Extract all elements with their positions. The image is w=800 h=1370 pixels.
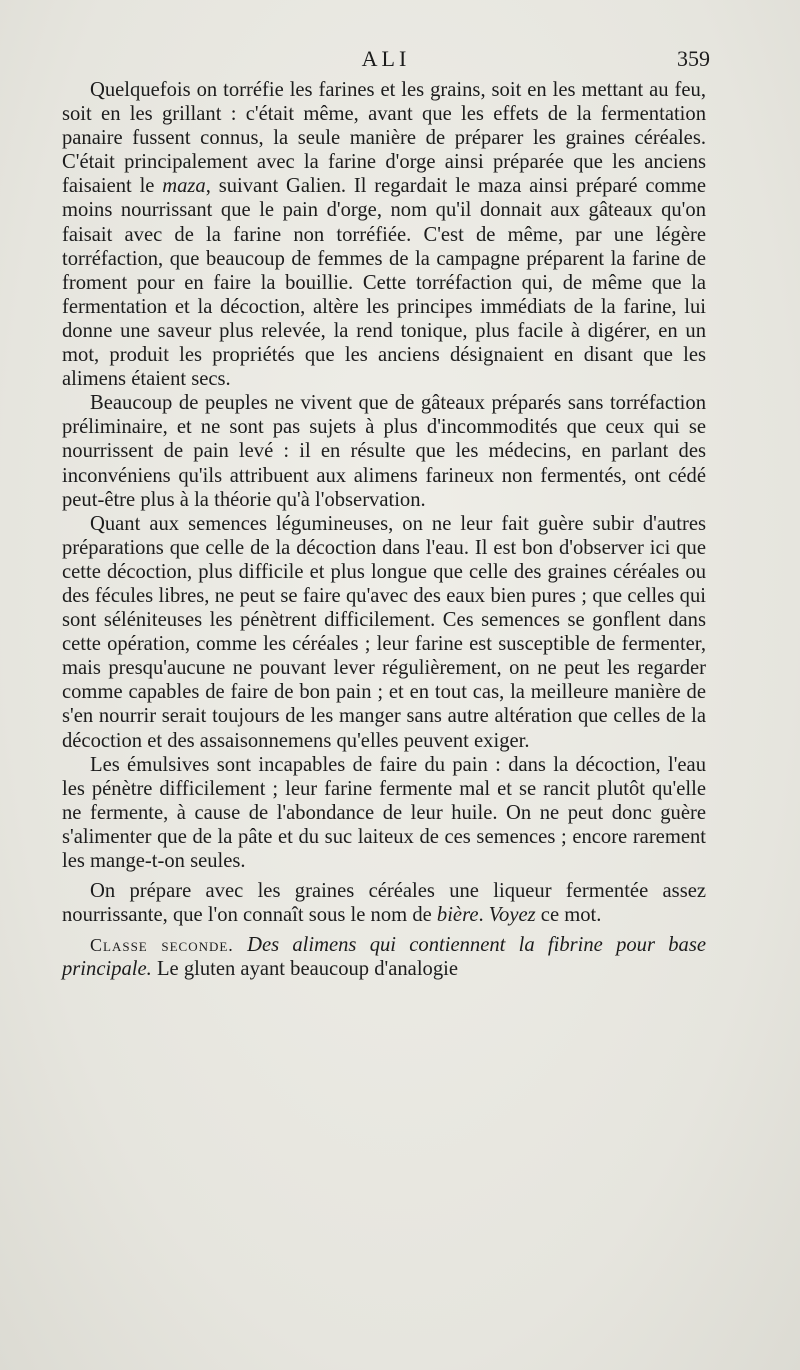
classe-text: Le gluten ayant beaucoup d'analogie <box>151 958 458 981</box>
paragraph-biere <box>62 879 706 927</box>
page-header <box>62 44 710 78</box>
classe-title: Des alimens qui contiennent la fibrine pour base principale. <box>62 934 707 981</box>
biere-text-end: ce mot. <box>535 904 602 927</box>
voyez-word: Voyez <box>488 904 536 927</box>
biere-text: On prépare avec les graines céréales une liqueur fermentée assez nourrissante, que l'on connaît sous le nom de <box>62 880 706 927</box>
paragraph-gateaux: Beaucoup de peuples ne vivent que de gâteaux préparés sans torréfaction préliminaire, et ne sont pas sujets à plus d'incommodités que ceux qui se nourrissent de pain levé : il en résulte que les médecins, en parlant des inconvéniens qu'ils attribuent aux alimens farineux non fermentés, ont cédé peut-être plus à la théorie qu'à l'observation. <box>62 392 706 511</box>
running-head: ALI <box>361 46 411 71</box>
paragraph-emulsives: Les émulsives sont incapables de faire du pain : dans la décoction, l'eau les pénètre difficilement ; leur farine fermente mal et se rancit plutôt qu'elle ne fermente, à cause de l'abondance de leur huile. On ne peut donc guère s'alimenter que de la pâte et du suc laiteux de ces semences ; encore rarement les mange-t-on seules. <box>62 753 706 872</box>
paragraph-legumineuses: Quant aux semences légumineuses, on ne leur fait guère subir d'autres préparations que celle de la décoction dans l'eau. Il est bon d'observer ici que cette décoction, plus difficile et plus longue que celle des graines céréales ou des fécules libres, ne peut se faire qu'avec des eaux bien pures ; que celles qui sont séléniteuses les pénètrent difficilement. Ces semences se gonflent dans cette opération, comme les céréales ; leur farine est susceptible de fermenter, mais presqu'aucune ne pouvant lever régulièrement, on ne peut les regarder comme capables de faire de bon pain ; et en tout cas, la meilleure manière de s'en nourrir serait toujours de les manger sans autre altération que celles de la décoction et des assaisonnemens qu'elles peuvent exiger. <box>62 512 706 752</box>
classe-label: Classe seconde. <box>90 935 234 956</box>
maza-word: maza <box>162 175 206 198</box>
paragraph-torrefaction: Quelquefois on torréfie les farines et les grains, soit en les mettant au feu, soit en les grillant : c'était même, avant que les effets de la fermentation panaire fussent connus, la seule manière de préparer les graines céréales. C'était principalement avec la farine d'orge ainsi préparée que les anciens faisaient le maza, suivant Galien. Il regardait le maza ainsi préparé comme moins nourrissant que le pain d'orge, nom qu'il donnait aux gâteaux qu'on faisait avec de la farine non torréfiée. C'est de même, par une légère torréfaction, que beaucoup de femmes de la campagne préparent la farine de froment pour en faire la bouillie. Cette torréfaction qui, de même que la fermentation et la décoction, altère les principes immédiats de la farine, lui donne une saveur plus relevée, la rend tonique, plus facile à digérer, en un mot, produit les propriétés que les anciens désignaient en disant que les alimens étaient secs. <box>62 79 707 391</box>
body-text <box>62 78 706 981</box>
page-number: 359 <box>677 46 710 71</box>
paragraph-classe-seconde <box>62 933 706 981</box>
biere-word: bière <box>436 904 479 927</box>
biere-text-after: . <box>478 904 489 927</box>
